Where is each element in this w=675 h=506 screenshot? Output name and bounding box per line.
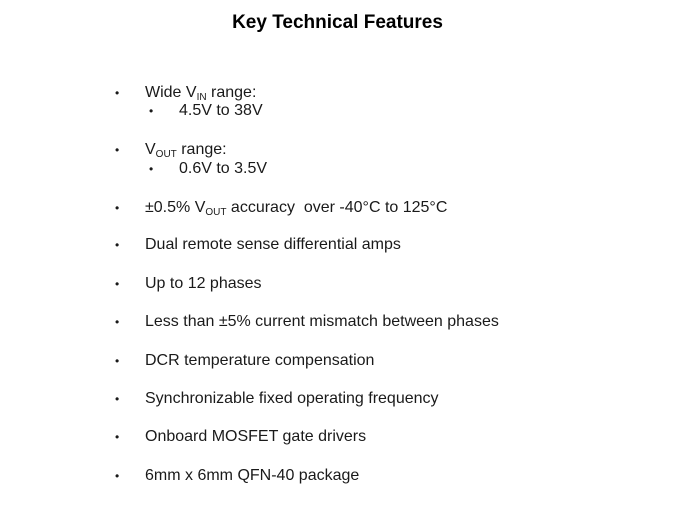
bullet-icon: •	[115, 201, 120, 215]
feature-item: • 6mm x 6mm QFN-40 package	[115, 467, 360, 484]
bullet-icon: •	[115, 86, 120, 100]
bullet-icon: •	[149, 104, 154, 118]
feature-item: • Up to 12 phases	[115, 275, 262, 292]
feature-vin-value: • 4.5V to 38V	[149, 102, 263, 119]
feature-vout-range: • $V_{OUT}$ range:	[115, 141, 227, 160]
feature-item: • Synchronizable fixed operating frequency	[115, 390, 439, 407]
bullet-icon: •	[149, 162, 154, 176]
bullet-icon: •	[115, 277, 120, 291]
feature-vout-value: • 0.6V to 3.5V	[149, 160, 268, 177]
bullet-icon: •	[115, 315, 120, 329]
feature-accuracy: • ±0.5% $V_{OUT}$ accuracy over -40°C to 125°C	[115, 199, 448, 218]
bullet-icon: •	[115, 392, 120, 406]
feature-item: • Less than ±5% current mismatch between phases	[115, 313, 499, 330]
feature-item: • DCR temperature compensation	[115, 352, 375, 369]
feature-vin-range: • Wide $V_{IN}$ range:	[115, 84, 257, 103]
bullet-icon: •	[115, 143, 120, 157]
bullet-icon: •	[115, 238, 120, 252]
slide-title: Key Technical Features	[232, 12, 443, 33]
bullet-icon: •	[115, 354, 120, 368]
feature-item: • Dual remote sense differential amps	[115, 236, 401, 253]
feature-item: • Onboard MOSFET gate drivers	[115, 428, 367, 445]
bullet-icon: •	[115, 469, 120, 483]
bullet-icon: •	[115, 430, 120, 444]
